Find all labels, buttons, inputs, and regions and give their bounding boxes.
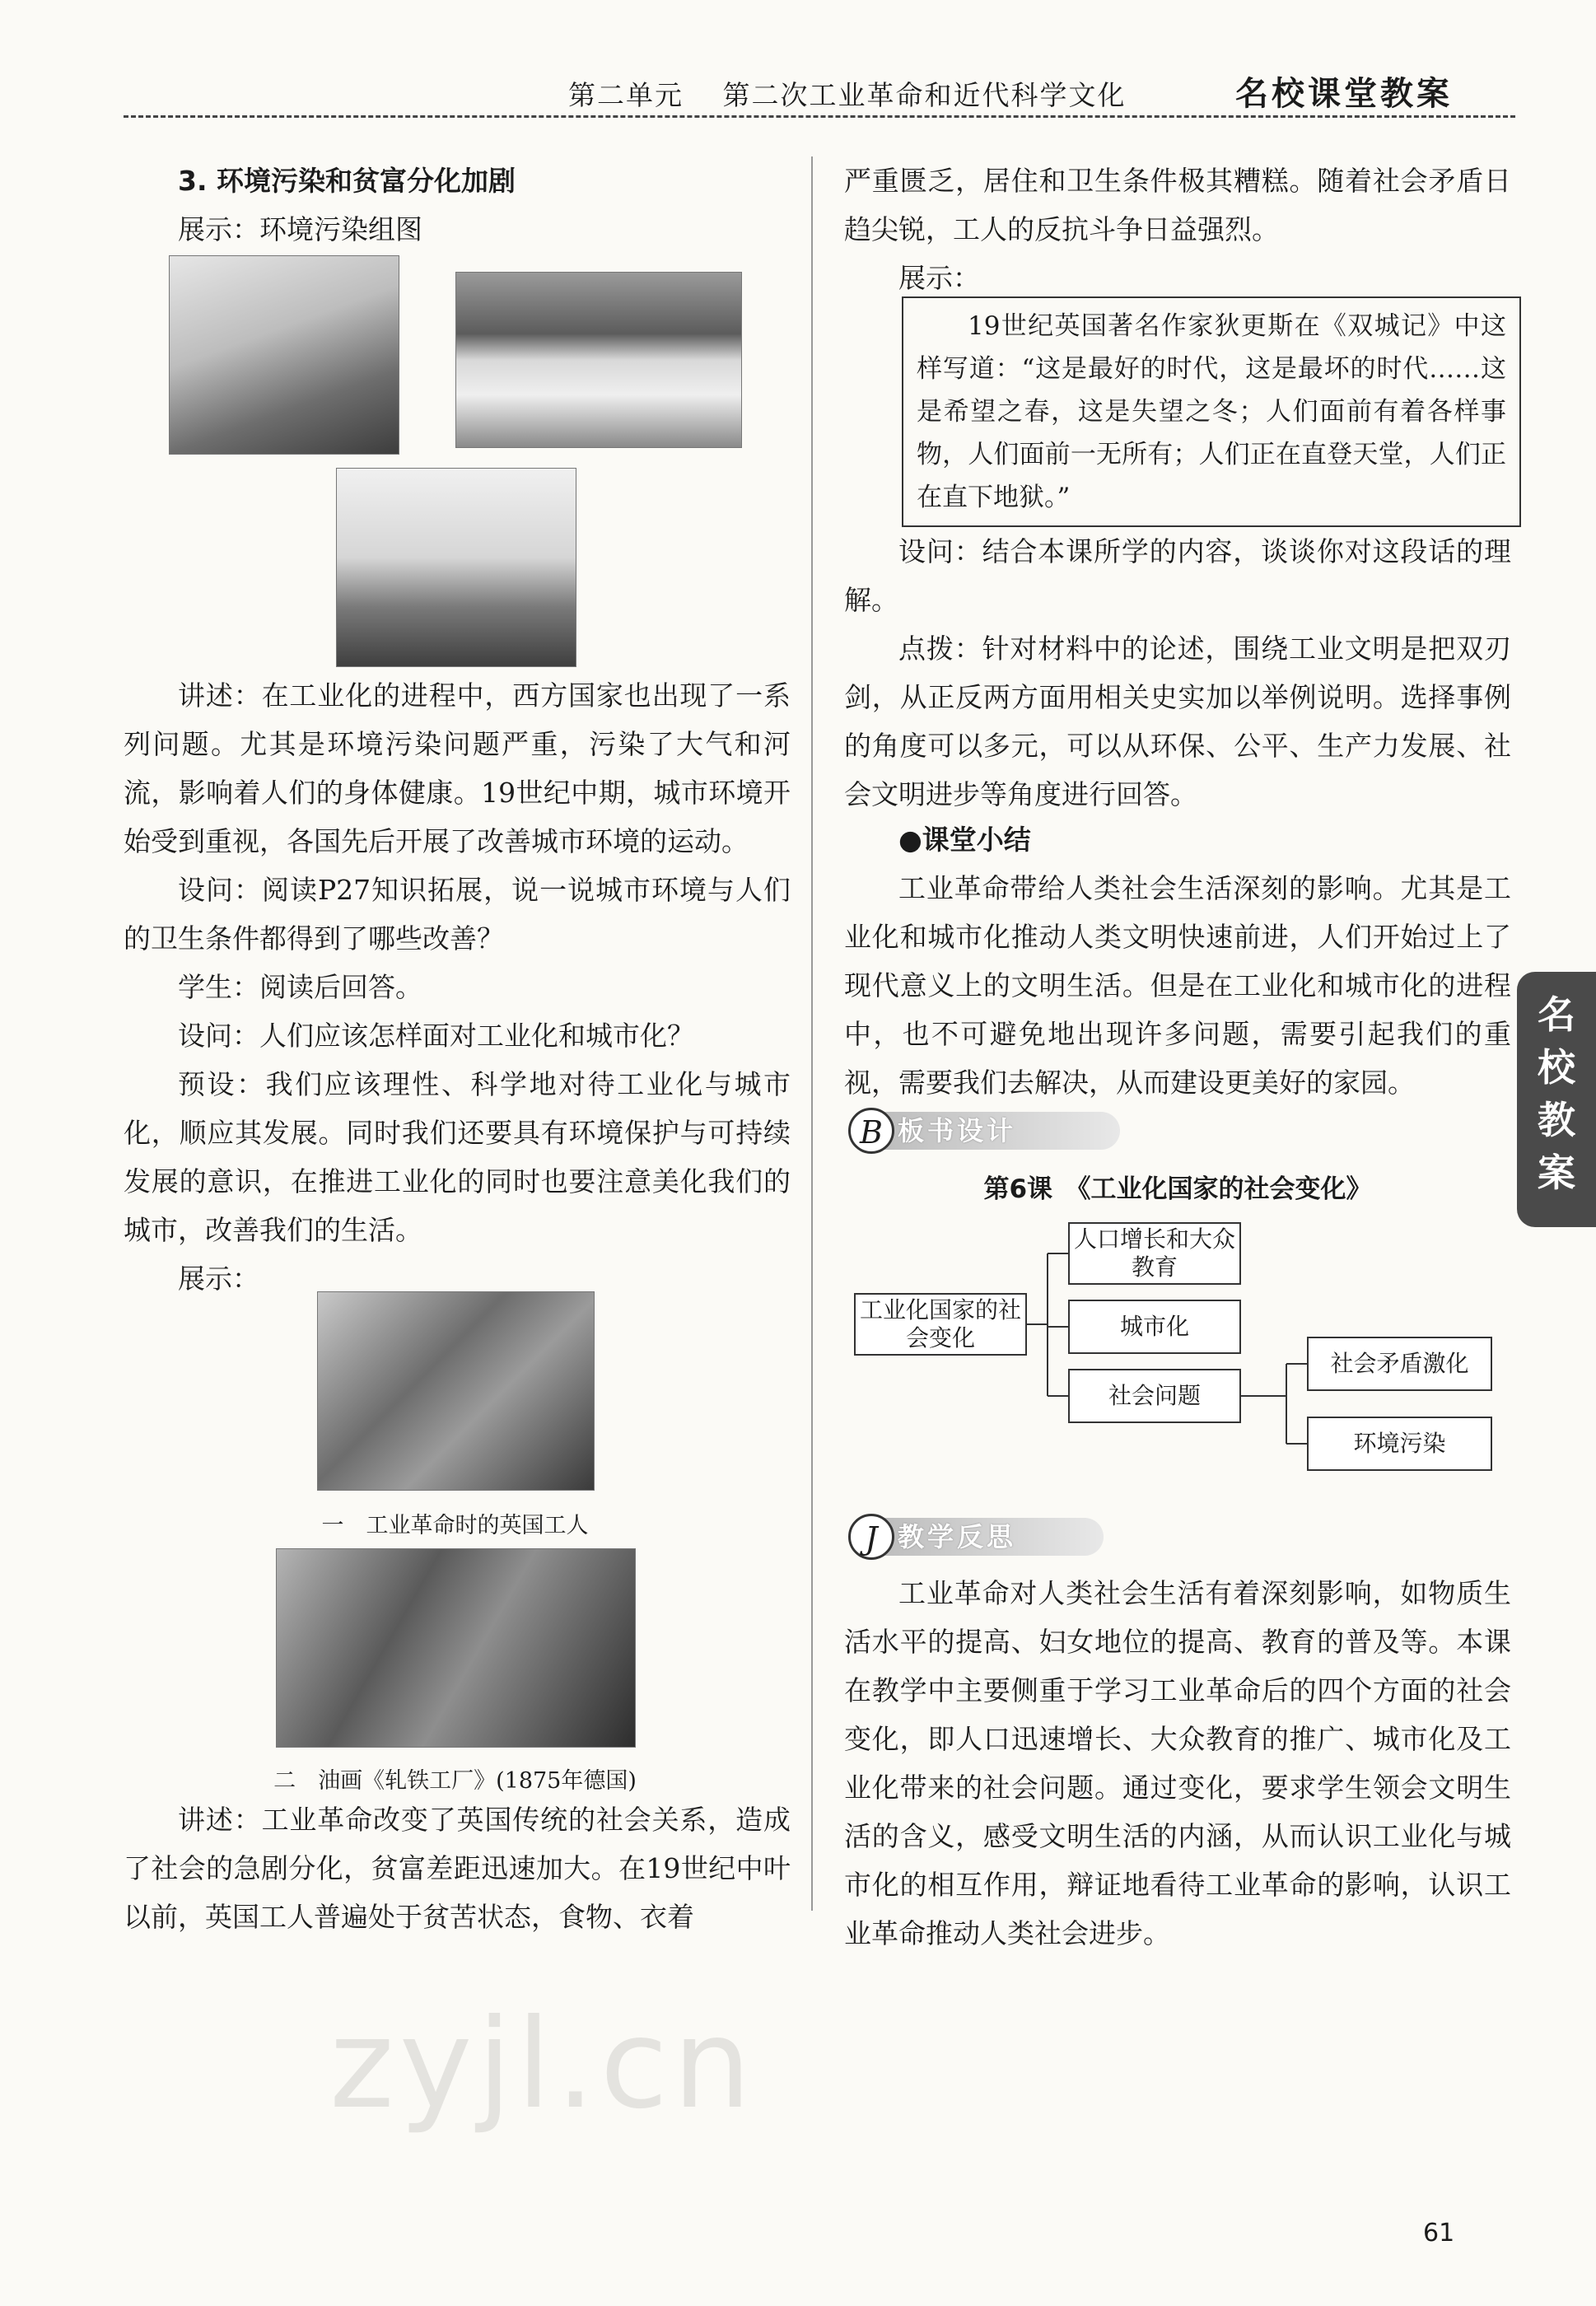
dickens-quote-box: 19世纪英国著名作家狄更斯在《双城记》中这样写道：“这是最好的时代，这是最坏的时代……这是希望之春，这是失望之冬；人们面前有着各样事物，人们面前一无所有；人们正在直登天堂，人们正在直下地狱。” — [902, 296, 1521, 527]
paragraph-lecture-1: 讲述：在工业化的进程中，西方国家也出现了一系列问题。尤其是环境污染问题严重，污染了大气和河流，影响着人们的身体健康。19世纪中期，城市环境开始受到重视，各国先后开展了改善城市环境的运动。 — [124, 679, 791, 857]
header-title: 第二次工业革命和近代科学文化 — [722, 79, 1127, 111]
diagram-node-urbanization: 城市化 — [1068, 1300, 1241, 1354]
brand-logo-text: 名校课堂教案 — [1235, 75, 1453, 113]
paragraph-show: 展示： — [178, 1263, 259, 1295]
side-tab-char: 校 — [1538, 1045, 1575, 1090]
paragraph-question-2: 设问：人们应该怎样面对工业化和城市化？ — [178, 1020, 694, 1052]
side-tab-char: 名 — [1538, 992, 1575, 1037]
board-design-label: 板书设计 — [881, 1112, 1120, 1150]
teaching-reflection-icon: J — [848, 1514, 894, 1560]
side-tab — [1517, 972, 1596, 1227]
reflection-text — [844, 1569, 1511, 1958]
diagram-node-population: 人口增长和大众教育 — [1068, 1222, 1241, 1285]
ironworks-painting-caption: 二 油画《轧铁工厂》(1875年德国) — [273, 1768, 637, 1794]
page-number: 61 — [1423, 2219, 1455, 2248]
watermark: zyjl.cn — [329, 1993, 757, 2136]
board-design-icon: B — [848, 1108, 894, 1154]
diagram-node-social-conflict: 社会矛盾激化 — [1307, 1337, 1492, 1391]
teaching-reflection-label: 教学反思 — [881, 1518, 1104, 1556]
side-tab-char: 案 — [1538, 1151, 1575, 1195]
paragraph-student: 学生：阅读后回答。 — [178, 971, 422, 1003]
side-tab-char: 教 — [1538, 1098, 1575, 1142]
section-heading-3: 3. 环境污染和贫富分化加剧 — [178, 165, 516, 197]
diagram-node-root: 工业化国家的社会变化 — [854, 1293, 1027, 1356]
summary-paragraph: 工业革命带给人类社会生活深刻的影响。尤其是工业化和城市化推动人类文明快速前进，人们开始过上了现代意义上的文明生活。但是在工业化和城市化的进程中，也不可避免地出现许多问题，需要引起我们的重视，需要我们去解决，从而建设更美好的家园。 — [844, 872, 1511, 1099]
reflection-paragraph: 工业革命对人类社会生活有着深刻影响，如物质生活水平的提高、妇女地位的提高、教育的普及等。本课在教学中主要侧重于学习工业革命后的四个方面的社会变化，即人口迅速增长、大众教育的推广、城市化及工业化带来的社会问题。通过变化，要求学生领会文明生活的含义，感受文明生活的内涵，从而认识工业化与城市化的相互作用，辩证地看待工业革命的影响，认识工业革命推动人类社会进步。 — [844, 1577, 1511, 1949]
header-unit: 第二单元 — [568, 79, 684, 111]
diagram-node-social-problems: 社会问题 — [1068, 1369, 1241, 1423]
paragraph-lecture-2: 讲述：工业革命改变了英国传统的社会关系，造成了社会的急剧分化，贫富差距迅速加大。在19世纪中叶以前，英国工人普遍处于贫苦状态，食物、衣着 — [124, 1804, 791, 1933]
diagram-node-pollution: 环境污染 — [1307, 1417, 1492, 1471]
summary-heading: ●课堂小结 — [898, 824, 1031, 856]
workers-photo-caption: 一 工业革命时的英国工人 — [321, 1513, 589, 1538]
paragraph-continued: 严重匮乏，居住和卫生条件极其糟糕。随着社会矛盾日趋尖锐，工人的反抗斗争日益强烈。 — [844, 165, 1511, 245]
diagram-title: 第6课 《工业化国家的社会变化》 — [983, 1174, 1372, 1204]
paragraph-question-1: 设问：阅读P27知识拓展，说一说城市环境与人们的卫生条件都得到了哪些改善？ — [124, 874, 791, 955]
show-label: 展示：环境污染组图 — [178, 213, 422, 245]
paragraph-preset: 预设：我们应该理性、科学地对待工业化与城市化，顺应其发展。同时我们还要具有环境保护与可持续发展的意识，在推进工业化的同时也要注意美化我们的城市，改善我们的生活。 — [124, 1068, 791, 1246]
paragraph-question-3: 设问：结合本课所学的内容，谈谈你对这段话的理解。 — [844, 535, 1511, 616]
paragraph-hint: 点拨：针对材料中的论述，围绕工业文明是把双刃剑，从正反两方面用相关史实加以举例说明。选择事例的角度可以多元，可以从环保、公平、生产力发展、社会文明进步等角度进行回答。 — [844, 633, 1511, 810]
paragraph-show-right: 展示： — [898, 262, 980, 294]
